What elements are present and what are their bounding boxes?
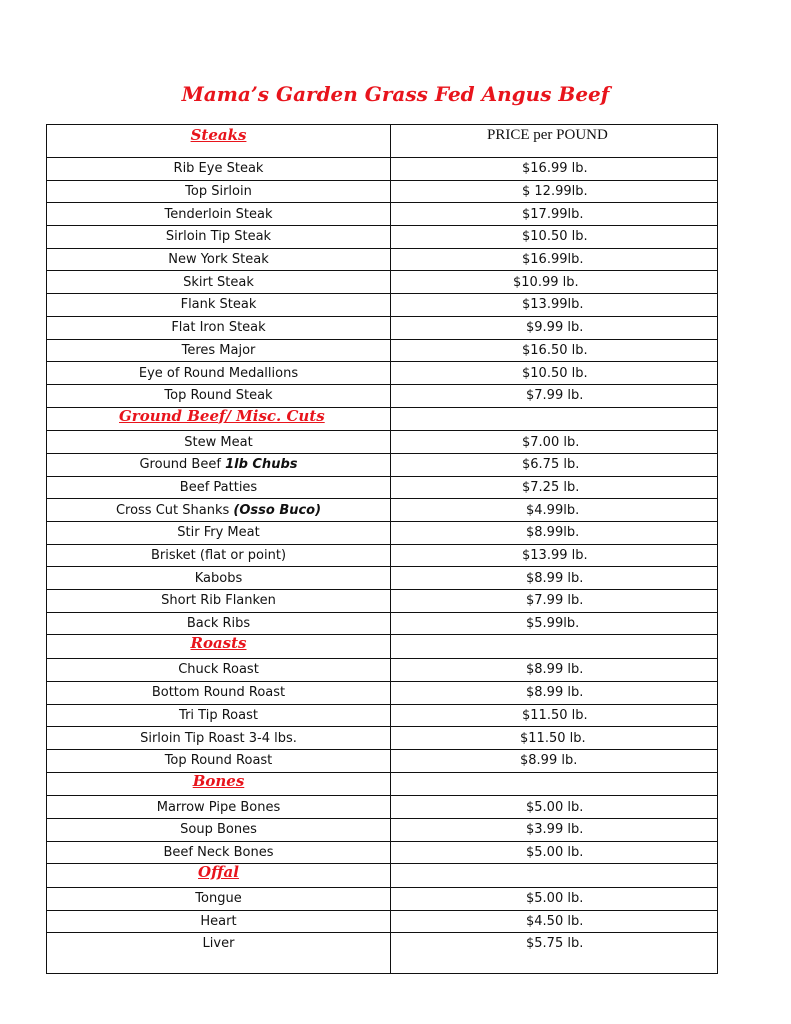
table-row bbox=[47, 544, 718, 567]
table-row bbox=[47, 476, 718, 499]
item-name: Tongue bbox=[47, 888, 391, 911]
table-row bbox=[47, 567, 718, 590]
item-name: Top Sirloin bbox=[47, 180, 391, 203]
item-price: $7.25 lb. bbox=[391, 476, 718, 499]
empty-cell bbox=[391, 635, 718, 659]
item-price: $5.00 lb. bbox=[391, 796, 718, 819]
item-price: $5.00 lb. bbox=[391, 841, 718, 864]
table-row bbox=[47, 888, 718, 911]
table-row bbox=[47, 294, 718, 317]
item-name: Marrow Pipe Bones bbox=[47, 796, 391, 819]
item-price: $16.99lb. bbox=[391, 248, 718, 271]
table-row bbox=[47, 499, 718, 522]
table-header-row bbox=[47, 125, 718, 158]
table-row bbox=[47, 203, 718, 226]
item-price: $8.99 lb. bbox=[391, 567, 718, 590]
table-row bbox=[47, 453, 718, 476]
table-row bbox=[47, 339, 718, 362]
price-table bbox=[46, 124, 718, 974]
item-name: Bottom Round Roast bbox=[47, 681, 391, 704]
item-name: Teres Major bbox=[47, 339, 391, 362]
item-price: $9.99 lb. bbox=[391, 316, 718, 339]
table-row bbox=[47, 431, 718, 454]
table-row bbox=[47, 818, 718, 841]
table-row bbox=[47, 158, 718, 181]
table-row bbox=[47, 841, 718, 864]
item-name: Flat Iron Steak bbox=[47, 316, 391, 339]
table-row bbox=[47, 226, 718, 249]
section-heading-bones: Bones bbox=[47, 772, 391, 796]
item-name: Top Round Steak bbox=[47, 384, 391, 407]
section-row bbox=[47, 772, 718, 796]
item-name: Beef Neck Bones bbox=[47, 841, 391, 864]
item-name: Beef Patties bbox=[47, 476, 391, 499]
item-name: Liver bbox=[47, 933, 391, 974]
item-price: $3.99 lb. bbox=[391, 818, 718, 841]
empty-cell bbox=[391, 407, 718, 431]
item-name bbox=[47, 453, 391, 476]
item-price: $4.50 lb. bbox=[391, 910, 718, 933]
table-row bbox=[47, 316, 718, 339]
item-price: $8.99lb. bbox=[391, 522, 718, 545]
table-row bbox=[47, 796, 718, 819]
table-row bbox=[47, 933, 718, 974]
section-heading-offal: Offal bbox=[47, 864, 391, 888]
item-price: $7.99 lb. bbox=[391, 590, 718, 613]
empty-cell bbox=[391, 864, 718, 888]
item-name: Sirloin Tip Roast 3-4 lbs. bbox=[47, 727, 391, 750]
table-row bbox=[47, 590, 718, 613]
item-price: $5.75 lb. bbox=[391, 933, 718, 974]
item-name-text: Cross Cut Shanks bbox=[115, 502, 234, 518]
section-heading-steaks: Steaks bbox=[47, 125, 391, 158]
table-row bbox=[47, 384, 718, 407]
item-price: $10.50 lb. bbox=[391, 362, 718, 385]
item-price: $11.50 lb. bbox=[391, 704, 718, 727]
item-name-emphasis: (Osso Buco) bbox=[233, 502, 322, 518]
table-row bbox=[47, 522, 718, 545]
page-title: Mama’s Garden Grass Fed Angus Beef bbox=[181, 82, 610, 106]
table-row bbox=[47, 727, 718, 750]
item-name: Brisket (flat or point) bbox=[47, 544, 391, 567]
item-price: $ 12.99lb. bbox=[391, 180, 718, 203]
item-name: Eye of Round Medallions bbox=[47, 362, 391, 385]
item-price: $16.99 lb. bbox=[391, 158, 718, 181]
item-name: Sirloin Tip Steak bbox=[47, 226, 391, 249]
item-name: Tri Tip Roast bbox=[47, 704, 391, 727]
item-name: Heart bbox=[47, 910, 391, 933]
table-row bbox=[47, 362, 718, 385]
item-name: Short Rib Flanken bbox=[47, 590, 391, 613]
item-price: $13.99lb. bbox=[391, 294, 718, 317]
item-name: Kabobs bbox=[47, 567, 391, 590]
table-row bbox=[47, 910, 718, 933]
item-price: $11.50 lb. bbox=[391, 727, 718, 750]
empty-cell bbox=[391, 772, 718, 796]
item-price: $17.99lb. bbox=[391, 203, 718, 226]
item-name: Skirt Steak bbox=[47, 271, 391, 294]
table-row bbox=[47, 704, 718, 727]
item-name: Tenderloin Steak bbox=[47, 203, 391, 226]
table-row bbox=[47, 271, 718, 294]
item-price: $8.99 lb. bbox=[391, 659, 718, 682]
item-name: Flank Steak bbox=[47, 294, 391, 317]
item-price: $4.99lb. bbox=[391, 499, 718, 522]
item-name-text: Ground Beef bbox=[139, 457, 226, 473]
table-row bbox=[47, 659, 718, 682]
section-heading-ground-beef: Ground Beef/ Misc. Cuts bbox=[47, 407, 391, 431]
item-name: Stew Meat bbox=[47, 431, 391, 454]
item-price: $8.99 lb. bbox=[391, 681, 718, 704]
price-column-header: PRICE per POUND bbox=[391, 125, 718, 158]
item-price: $7.00 lb. bbox=[391, 431, 718, 454]
item-price: $5.99lb. bbox=[391, 612, 718, 635]
item-price: $6.75 lb. bbox=[391, 453, 718, 476]
item-name: Chuck Roast bbox=[47, 659, 391, 682]
section-heading-roasts: Roasts bbox=[47, 635, 391, 659]
item-price: $7.99 lb. bbox=[391, 384, 718, 407]
item-name: New York Steak bbox=[47, 248, 391, 271]
item-name: Rib Eye Steak bbox=[47, 158, 391, 181]
section-row bbox=[47, 864, 718, 888]
item-name: Back Ribs bbox=[47, 612, 391, 635]
item-name-emphasis: 1lb Chubs bbox=[225, 457, 298, 473]
item-price: $5.00 lb. bbox=[391, 888, 718, 911]
table-row bbox=[47, 749, 718, 772]
table-row bbox=[47, 248, 718, 271]
table-row bbox=[47, 180, 718, 203]
item-price: $16.50 lb. bbox=[391, 339, 718, 362]
section-row bbox=[47, 635, 718, 659]
section-row bbox=[47, 407, 718, 431]
table-row bbox=[47, 612, 718, 635]
table-row bbox=[47, 681, 718, 704]
item-name: Top Round Roast bbox=[47, 749, 391, 772]
item-name: Soup Bones bbox=[47, 818, 391, 841]
item-price: $10.50 lb. bbox=[391, 226, 718, 249]
item-price: $10.99 lb. bbox=[391, 271, 718, 294]
item-price: $8.99 lb. bbox=[391, 749, 718, 772]
item-name bbox=[47, 499, 391, 522]
item-name: Stir Fry Meat bbox=[47, 522, 391, 545]
item-price: $13.99 lb. bbox=[391, 544, 718, 567]
